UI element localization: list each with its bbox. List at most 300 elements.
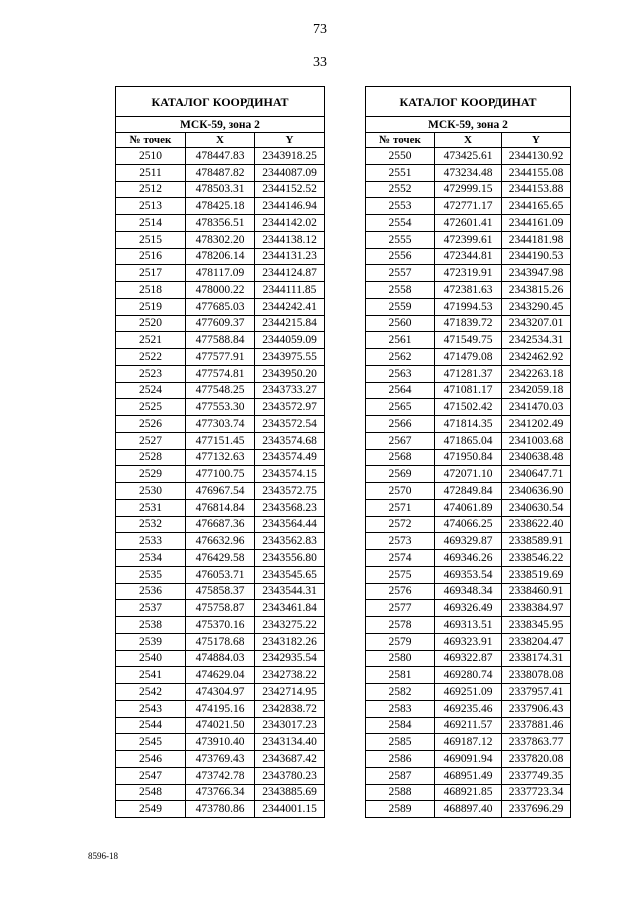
cell-y: 2343134.40 [255,734,325,751]
cell-point-number: 2559 [366,298,435,315]
table-row [366,449,571,466]
cell-y: 2343556.80 [255,550,325,567]
cell-point-number: 2565 [366,399,435,416]
page-number: 73 [313,22,327,37]
cell-point-number: 2589 [366,801,435,818]
table-row [116,483,325,500]
cell-y: 2337696.29 [502,801,571,818]
cell-x: 473780.86 [186,801,255,818]
cell-y: 2343207.01 [502,315,571,332]
table-row [116,700,325,717]
cell-x: 475858.37 [186,583,255,600]
cell-y: 2344001.15 [255,801,325,818]
cell-point-number: 2516 [116,248,186,265]
cell-point-number: 2549 [116,801,186,818]
table-row [366,231,571,248]
table-row [366,181,571,198]
cell-point-number: 2560 [366,315,435,332]
cell-x: 469329.87 [435,533,502,550]
cell-y: 2343572.75 [255,483,325,500]
cell-x: 476967.54 [186,483,255,500]
cell-point-number: 2548 [116,784,186,801]
cell-point-number: 2547 [116,767,186,784]
cell-point-number: 2571 [366,499,435,516]
cell-y: 2342738.22 [255,667,325,684]
cell-x: 477609.37 [186,315,255,332]
table-row [366,801,571,818]
table-row [116,550,325,567]
cell-point-number: 2567 [366,432,435,449]
cell-point-number: 2540 [116,650,186,667]
cell-point-number: 2561 [366,332,435,349]
table-row [366,751,571,768]
cell-x: 474195.16 [186,700,255,717]
cell-point-number: 2562 [366,349,435,366]
table-row [366,164,571,181]
cell-point-number: 2521 [116,332,186,349]
cell-x: 471994.53 [435,298,502,315]
cell-x: 469187.12 [435,734,502,751]
cell-x: 477548.25 [186,382,255,399]
table-row [366,148,571,165]
cell-y: 2343461.84 [255,600,325,617]
coordinate-catalog-table-left [115,86,325,818]
cell-point-number: 2536 [116,583,186,600]
cell-x: 476632.96 [186,533,255,550]
cell-y: 2343950.20 [255,365,325,382]
cell-x: 473910.40 [186,734,255,751]
cell-y: 2338519.69 [502,566,571,583]
cell-y: 2340638.48 [502,449,571,466]
cell-x: 477100.75 [186,466,255,483]
cell-y: 2344131.23 [255,248,325,265]
column-header-x: X [435,133,502,148]
table-row [366,700,571,717]
column-header-x: X [186,133,255,148]
cell-x: 478356.51 [186,215,255,232]
table-row [366,566,571,583]
cell-point-number: 2570 [366,483,435,500]
cell-point-number: 2576 [366,583,435,600]
cell-y: 2343564.44 [255,516,325,533]
cell-point-number: 2517 [116,265,186,282]
cell-x: 469346.26 [435,550,502,567]
cell-y: 2343947.98 [502,265,571,282]
cell-point-number: 2511 [116,164,186,181]
cell-x: 476053.71 [186,566,255,583]
cell-point-number: 2519 [116,298,186,315]
cell-x: 469326.49 [435,600,502,617]
cell-y: 2338204.47 [502,633,571,650]
cell-point-number: 2544 [116,717,186,734]
cell-point-number: 2555 [366,231,435,248]
column-header-y: Y [502,133,571,148]
table-row [366,533,571,550]
cell-x: 475370.16 [186,617,255,634]
table-row [366,315,571,332]
cell-x: 471479.08 [435,349,502,366]
table-row [116,633,325,650]
cell-point-number: 2533 [116,533,186,550]
column-header-point-number: № точек [366,133,435,148]
cell-y: 2337906.43 [502,700,571,717]
table-row [116,650,325,667]
table-row [116,466,325,483]
cell-y: 2344111.85 [255,282,325,299]
cell-point-number: 2574 [366,550,435,567]
cell-y: 2343572.97 [255,399,325,416]
table-row [116,332,325,349]
cell-x: 469211.57 [435,717,502,734]
cell-y: 2344059.09 [255,332,325,349]
cell-x: 473425.61 [435,148,502,165]
cell-x: 473742.78 [186,767,255,784]
table-row [366,432,571,449]
table-row [366,215,571,232]
cell-x: 478000.22 [186,282,255,299]
cell-y: 2344124.87 [255,265,325,282]
table-row [366,365,571,382]
table-row [116,667,325,684]
cell-x: 477132.63 [186,449,255,466]
table-row [366,684,571,701]
table-row [366,349,571,366]
cell-y: 2344242.41 [255,298,325,315]
cell-y: 2338622.40 [502,516,571,533]
table-row [366,784,571,801]
cell-y: 2338589.91 [502,533,571,550]
table-row [116,148,325,165]
cell-y: 2344146.94 [255,198,325,215]
cell-point-number: 2585 [366,734,435,751]
cell-y: 2342714.95 [255,684,325,701]
table-row [366,617,571,634]
cell-x: 473769.43 [186,751,255,768]
cell-x: 474884.03 [186,650,255,667]
cell-point-number: 2579 [366,633,435,650]
cell-point-number: 2545 [116,734,186,751]
cell-point-number: 2557 [366,265,435,282]
cell-y: 2342534.31 [502,332,571,349]
cell-y: 2343017.23 [255,717,325,734]
table-row [116,566,325,583]
cell-x: 477303.74 [186,416,255,433]
table-row [366,767,571,784]
table-row [116,432,325,449]
cell-y: 2338384.97 [502,600,571,617]
cell-x: 474061.89 [435,499,502,516]
cell-point-number: 2542 [116,684,186,701]
table-title: КАТАЛОГ КООРДИНАТ [116,87,325,117]
cell-point-number: 2523 [116,365,186,382]
cell-y: 2343545.65 [255,566,325,583]
cell-x: 471814.35 [435,416,502,433]
cell-x: 469348.34 [435,583,502,600]
cell-x: 472399.61 [435,231,502,248]
cell-y: 2343780.23 [255,767,325,784]
cell-x: 472771.17 [435,198,502,215]
cell-y: 2343290.45 [502,298,571,315]
cell-y: 2343182.26 [255,633,325,650]
cell-x: 471502.42 [435,399,502,416]
cell-point-number: 2528 [116,449,186,466]
cell-point-number: 2512 [116,181,186,198]
table-row [366,399,571,416]
cell-point-number: 2537 [116,600,186,617]
cell-point-number: 2520 [116,315,186,332]
table-row [116,449,325,466]
cell-x: 474304.97 [186,684,255,701]
cell-point-number: 2568 [366,449,435,466]
cell-x: 473766.34 [186,784,255,801]
cell-x: 471081.17 [435,382,502,399]
cell-point-number: 2586 [366,751,435,768]
cell-x: 469235.46 [435,700,502,717]
cell-y: 2343918.25 [255,148,325,165]
cell-x: 474629.04 [186,667,255,684]
cell-y: 2343975.55 [255,349,325,366]
cell-point-number: 2532 [116,516,186,533]
table-row [116,600,325,617]
table-row [116,365,325,382]
cell-x: 468921.85 [435,784,502,801]
cell-x: 473234.48 [435,164,502,181]
cell-y: 2340630.54 [502,499,571,516]
cell-point-number: 2575 [366,566,435,583]
cell-point-number: 2513 [116,198,186,215]
table-row [116,499,325,516]
cell-x: 478503.31 [186,181,255,198]
cell-x: 474021.50 [186,717,255,734]
footer-code: 8596-18 [88,851,118,861]
cell-point-number: 2522 [116,349,186,366]
cell-point-number: 2515 [116,231,186,248]
cell-x: 476429.58 [186,550,255,567]
cell-y: 2337957.41 [502,684,571,701]
table-row [366,516,571,533]
cell-y: 2344087.09 [255,164,325,181]
column-header-y: Y [255,133,325,148]
cell-y: 2341470.03 [502,399,571,416]
cell-x: 472999.15 [435,181,502,198]
table-row [116,382,325,399]
cell-x: 477574.81 [186,365,255,382]
table-row [116,181,325,198]
cell-y: 2338078.08 [502,667,571,684]
cell-point-number: 2558 [366,282,435,299]
cell-x: 471839.72 [435,315,502,332]
cell-y: 2344153.88 [502,181,571,198]
cell-x: 478487.82 [186,164,255,181]
cell-x: 468897.40 [435,801,502,818]
cell-point-number: 2529 [116,466,186,483]
cell-y: 2343275.22 [255,617,325,634]
cell-y: 2343574.15 [255,466,325,483]
cell-y: 2343572.54 [255,416,325,433]
cell-y: 2343687.42 [255,751,325,768]
cell-y: 2344142.02 [255,215,325,232]
cell-x: 469091.94 [435,751,502,768]
cell-x: 478206.14 [186,248,255,265]
cell-point-number: 2553 [366,198,435,215]
cell-y: 2338460.91 [502,583,571,600]
cell-x: 468951.49 [435,767,502,784]
cell-x: 469251.09 [435,684,502,701]
cell-y: 2343562.83 [255,533,325,550]
cell-y: 2344165.65 [502,198,571,215]
table-row [366,298,571,315]
cell-point-number: 2534 [116,550,186,567]
cell-y: 2338546.22 [502,550,571,567]
cell-y: 2342059.18 [502,382,571,399]
cell-x: 469280.74 [435,667,502,684]
cell-point-number: 2572 [366,516,435,533]
coordinate-catalog-table-right [365,86,571,818]
cell-y: 2343733.27 [255,382,325,399]
cell-x: 478425.18 [186,198,255,215]
cell-y: 2342462.92 [502,349,571,366]
table-row [116,617,325,634]
cell-y: 2343885.69 [255,784,325,801]
cell-y: 2342935.54 [255,650,325,667]
cell-point-number: 2510 [116,148,186,165]
cell-y: 2337820.08 [502,751,571,768]
cell-x: 472319.91 [435,265,502,282]
cell-y: 2344215.84 [255,315,325,332]
cell-point-number: 2563 [366,365,435,382]
table-zone: МСК-59, зона 2 [116,117,325,133]
document-page-number: 33 [313,55,327,70]
cell-y: 2344155.08 [502,164,571,181]
cell-x: 471950.84 [435,449,502,466]
cell-y: 2340647.71 [502,466,571,483]
cell-y: 2337863.77 [502,734,571,751]
table-row [116,684,325,701]
table-row [366,198,571,215]
table-row [366,650,571,667]
cell-y: 2337881.46 [502,717,571,734]
table-row [116,315,325,332]
table-row [116,248,325,265]
table-row [116,399,325,416]
cell-x: 471865.04 [435,432,502,449]
table-row [366,583,571,600]
cell-x: 472849.84 [435,483,502,500]
table-row [366,499,571,516]
table-row [116,533,325,550]
cell-x: 469322.87 [435,650,502,667]
cell-x: 472071.10 [435,466,502,483]
cell-point-number: 2535 [116,566,186,583]
cell-y: 2342263.18 [502,365,571,382]
cell-y: 2341202.49 [502,416,571,433]
cell-y: 2340636.90 [502,483,571,500]
table-row [116,215,325,232]
cell-point-number: 2552 [366,181,435,198]
cell-x: 478302.20 [186,231,255,248]
cell-x: 477577.91 [186,349,255,366]
cell-x: 477151.45 [186,432,255,449]
table-row [116,416,325,433]
cell-point-number: 2588 [366,784,435,801]
table-row [366,483,571,500]
cell-point-number: 2543 [116,700,186,717]
cell-point-number: 2527 [116,432,186,449]
table-row [116,231,325,248]
table-row [116,198,325,215]
table-row [366,466,571,483]
cell-y: 2338345.95 [502,617,571,634]
cell-y: 2343568.23 [255,499,325,516]
table-row [116,767,325,784]
table-zone: МСК-59, зона 2 [366,117,571,133]
cell-x: 476814.84 [186,499,255,516]
cell-point-number: 2518 [116,282,186,299]
cell-y: 2344161.09 [502,215,571,232]
cell-point-number: 2538 [116,617,186,634]
cell-x: 469323.91 [435,633,502,650]
cell-point-number: 2569 [366,466,435,483]
table-row [366,265,571,282]
cell-y: 2337749.35 [502,767,571,784]
table-row [366,667,571,684]
cell-x: 478447.83 [186,148,255,165]
cell-point-number: 2531 [116,499,186,516]
cell-y: 2344138.12 [255,231,325,248]
cell-point-number: 2541 [116,667,186,684]
table-row [116,717,325,734]
cell-point-number: 2546 [116,751,186,768]
cell-point-number: 2577 [366,600,435,617]
table-row [116,516,325,533]
cell-x: 472601.41 [435,215,502,232]
table-row [366,282,571,299]
table-row [366,734,571,751]
cell-y: 2343815.26 [502,282,571,299]
cell-x: 472344.81 [435,248,502,265]
cell-x: 476687.36 [186,516,255,533]
cell-x: 478117.09 [186,265,255,282]
cell-point-number: 2573 [366,533,435,550]
table-row [366,382,571,399]
cell-x: 477685.03 [186,298,255,315]
cell-y: 2344181.98 [502,231,571,248]
cell-y: 2344152.52 [255,181,325,198]
table-row [366,600,571,617]
cell-point-number: 2554 [366,215,435,232]
cell-x: 477588.84 [186,332,255,349]
table-row [116,164,325,181]
cell-y: 2343544.31 [255,583,325,600]
cell-y: 2343574.49 [255,449,325,466]
table-row [366,332,571,349]
cell-point-number: 2551 [366,164,435,181]
cell-y: 2344130.92 [502,148,571,165]
cell-x: 471549.75 [435,332,502,349]
cell-y: 2337723.34 [502,784,571,801]
table-row [116,298,325,315]
cell-point-number: 2587 [366,767,435,784]
cell-point-number: 2550 [366,148,435,165]
table-row [116,784,325,801]
table-row [366,633,571,650]
cell-point-number: 2580 [366,650,435,667]
table-row [116,751,325,768]
cell-point-number: 2566 [366,416,435,433]
cell-point-number: 2556 [366,248,435,265]
cell-point-number: 2581 [366,667,435,684]
cell-point-number: 2583 [366,700,435,717]
